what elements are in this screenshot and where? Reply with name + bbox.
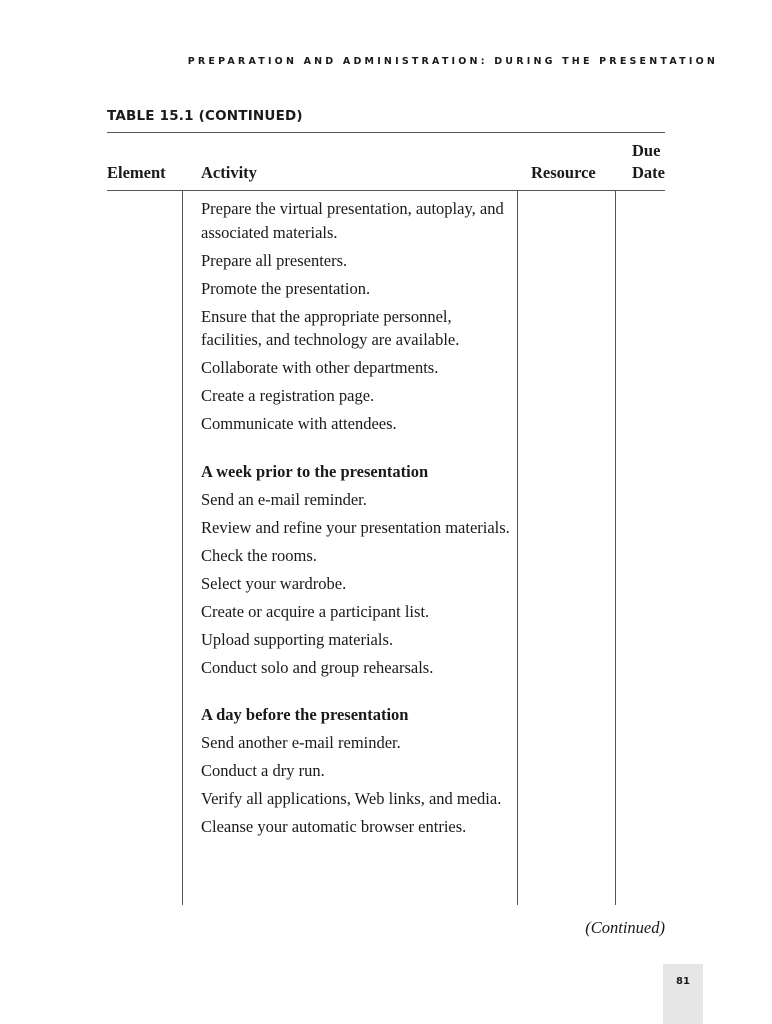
table-caption: TABLE 15.1 (CONTINUED) [107,108,303,124]
activity-item: Prepare all presenters. [201,250,348,270]
activity-list [201,197,513,843]
column-divider-resource [615,191,616,905]
column-header-date: Date [632,163,665,182]
column-divider-element [182,191,183,905]
column-header-resource: Resource [531,163,596,182]
page-number-tab [663,964,703,1024]
activity-item: Create a registration page. [201,386,375,405]
activity-item: Create or acquire a participant list. [201,601,430,621]
activity-item: Upload supporting materials. [201,629,394,649]
activity-item: Send an e-mail reminder. [201,489,367,509]
activity-item: Communicate with attendees. [201,414,397,433]
page-number: 81 [676,976,690,987]
activity-item: Conduct solo and group rehearsals. [201,657,434,677]
activity-item: Send another e-mail reminder. [201,733,401,752]
activity-item: Check the rooms. [201,545,317,565]
table-top-rule [107,132,665,133]
activity-item: Promote the presentation. [201,278,371,298]
continued-note: (Continued) [585,918,665,937]
activity-item: Select your wardrobe. [201,573,347,593]
activity-item: Review and refine your presentation materials. [201,517,510,537]
table-header-rule [107,190,665,191]
activity-item: Ensure that the appropriate personnel, facilities, and technology are available. [201,306,460,349]
column-header-due: Due [632,141,661,160]
activity-item: Cleanse your automatic browser entries. [201,817,467,836]
column-header-activity: Activity [201,163,257,182]
activity-item: Verify all applications, Web links, and media. [201,789,502,808]
column-divider-activity [517,191,518,905]
activity-item: Prepare the virtual presentation, autoplay, and associated materials. [201,199,504,242]
activity-item: Conduct a dry run. [201,761,325,780]
section-heading: A day before the presentation [201,705,409,724]
column-header-element: Element [107,163,166,182]
running-head: PREPARATION AND ADMINISTRATION: DURING THE PRESENTATION [187,56,718,67]
section-heading: A week prior to the presentation [201,461,429,481]
activity-item: Collaborate with other departments. [201,358,439,377]
